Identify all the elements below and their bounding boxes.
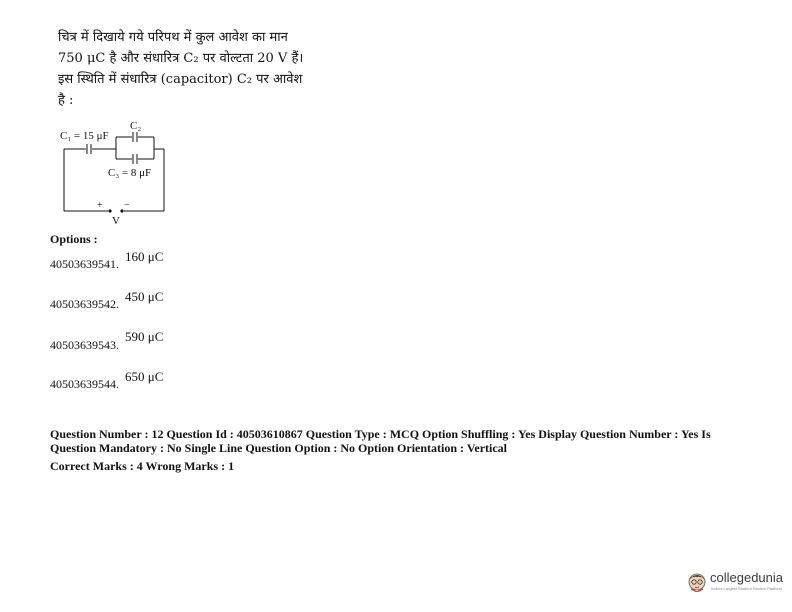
c3-label: C₃ = 8 μF [108,167,152,179]
collegedunia-logo [686,566,786,596]
question-line-3: इस स्थिति में संधारित्र (capacitor) C₂ पर आवेश [58,72,303,87]
minus-sign: − [124,200,130,211]
options-heading: Options : [50,232,98,246]
meta-line-3: Correct Marks : 4 Wrong Marks : 1 [50,459,235,473]
option-2-value: 450 μC [125,289,164,304]
option-2-id: 40503639542. [50,297,119,311]
c2-label: C₂ [130,120,142,132]
logo-tagline: India's Largest Student Review Platform [711,586,783,591]
option-4-id: 40503639544. [50,377,119,391]
option-3-value: 590 μC [125,329,164,344]
c1-label: C₁ = 15 μF [60,130,109,142]
question-line-2: 750 μC है और संधारित्र C₂ पर वोल्टता 20 V हैं। [58,51,304,66]
meta-line-2: Question Mandatory : No Single Line Question Option : No Option Orientation : Vertical [50,441,508,455]
logo-name: collegedunia [710,570,784,585]
option-1-id: 40503639541. [50,257,119,271]
plus-sign: + [97,200,103,211]
question-line-1: चित्र में दिखाये गये परिपथ में कुल आवेश का मान [58,30,288,45]
meta-line-1: Question Number : 12 Question Id : 40503610867 Question Type : MCQ Option Shuffling : Yes Display Question Number : Yes Is [50,427,711,441]
terminal-positive [108,209,111,212]
graduate-mascot-icon [686,568,708,592]
circuit-diagram [50,115,180,230]
option-4-value: 650 μC [125,369,164,384]
question-line-4: है : [58,93,74,108]
voltage-label: V [112,215,120,227]
option-3-id: 40503639543. [50,338,119,352]
option-1-value: 160 μC [125,249,164,264]
